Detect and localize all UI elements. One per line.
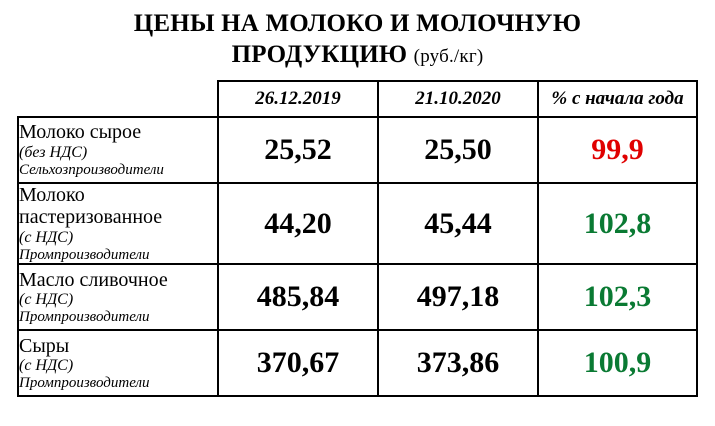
page-title: [0, 0, 715, 72]
row-label-main-2: пастеризованное: [19, 206, 163, 229]
table-row: [18, 183, 697, 264]
header-cell-empty: [18, 81, 218, 117]
header-cell-date-1: 26.12.2019: [218, 81, 378, 117]
header-cell-date-2: 21.10.2020: [378, 81, 538, 117]
header-cell-percent: % с начала года: [538, 81, 697, 117]
row-label-cheese: [18, 330, 218, 396]
cell-value-date1: 370,67: [218, 330, 378, 396]
cell-value-date1: 485,84: [218, 264, 378, 330]
row-label-main: Масло сливочное: [19, 268, 168, 291]
row-label-milk-pasteurized: [18, 183, 218, 264]
row-label-main: Молоко сырое: [19, 121, 142, 144]
title-line-2-text: ПРОДУКЦИЮ: [231, 41, 408, 68]
table-body: [18, 117, 697, 396]
row-label-producer: Промпроизводители: [19, 309, 150, 326]
row-label-producer: Промпроизводители: [19, 246, 150, 263]
title-line-1: ЦЕНЫ НА МОЛОКО И МОЛОЧНУЮ: [133, 10, 582, 37]
cell-value-date1: 44,20: [218, 183, 378, 264]
table-header: [18, 81, 697, 117]
cell-value-date2: 45,44: [378, 183, 538, 264]
cell-value-percent: 100,9: [538, 330, 697, 396]
row-label-sub: (с НДС): [19, 228, 74, 246]
table-row: [18, 117, 697, 183]
title-units: (руб./кг): [413, 46, 484, 67]
cell-value-date2: 25,50: [378, 117, 538, 183]
cell-value-percent: 102,3: [538, 264, 697, 330]
row-label-producer: Сельхозпроизводители: [19, 161, 164, 178]
row-label-sub: (без НДС): [19, 143, 88, 161]
cell-value-date2: 373,86: [378, 330, 538, 396]
row-label-butter: [18, 264, 218, 330]
row-label-main: Молоко: [19, 184, 85, 206]
row-label-main: Сыры: [19, 334, 70, 357]
table-row: [18, 330, 697, 396]
price-table: [17, 80, 698, 397]
row-label-producer: Промпроизводители: [19, 375, 150, 392]
cell-value-percent: 102,8: [538, 183, 697, 264]
row-label-sub: (с НДС): [19, 291, 74, 309]
table-row: [18, 264, 697, 330]
row-label-sub: (с НДС): [19, 357, 74, 375]
title-line-2: [0, 39, 715, 72]
cell-value-date1: 25,52: [218, 117, 378, 183]
cell-value-percent: 99,9: [538, 117, 697, 183]
table-header-row: [18, 81, 697, 117]
cell-value-date2: 497,18: [378, 264, 538, 330]
row-label-milk-raw: [18, 117, 218, 183]
